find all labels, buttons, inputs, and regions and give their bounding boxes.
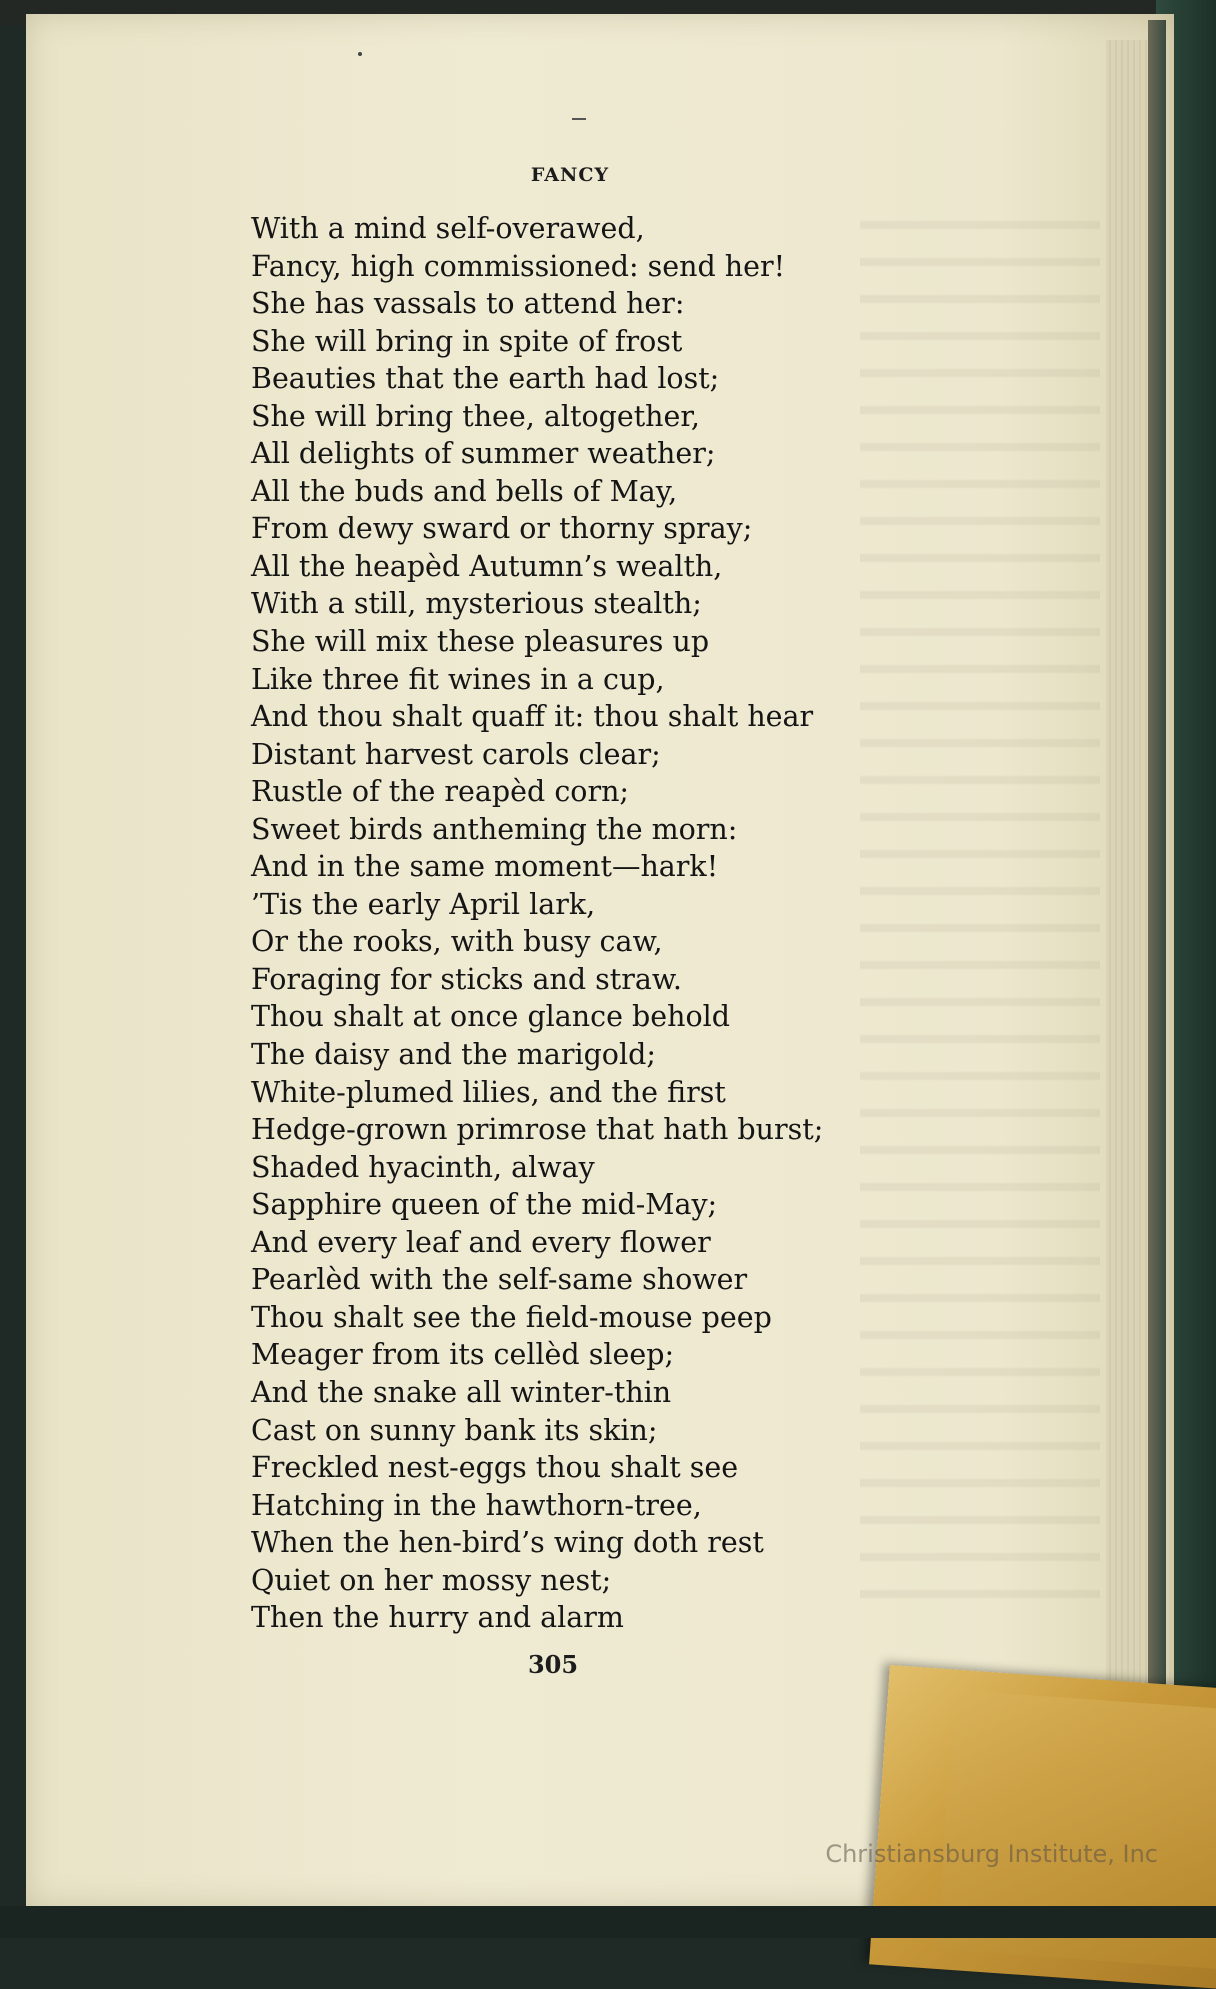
poem-line: And every leaf and every flower	[251, 1225, 711, 1259]
poem-line: Rustle of the reapèd corn;	[251, 775, 630, 809]
facing-page-bleed	[860, 200, 1100, 1600]
poem-line: Foraging for sticks and straw.	[251, 962, 682, 996]
poem-line: Sweet birds antheming the morn:	[251, 812, 738, 846]
poem-line: Meager from its cellèd sleep;	[251, 1338, 675, 1372]
poem-line: When the hen-bird’s wing doth rest	[251, 1526, 764, 1560]
poem-line: All the buds and bells of May,	[251, 474, 678, 508]
poem-line: Hatching in the hawthorn-tree,	[251, 1488, 702, 1522]
poem-line: Freckled nest-eggs thou shalt see	[251, 1451, 739, 1485]
poem-line: Like three fit wines in a cup,	[251, 662, 665, 696]
poem-line: She will bring thee, altogether,	[251, 399, 700, 433]
poem-line: And thou shalt quaff it: thou shalt hear	[251, 700, 814, 734]
poem-line: The daisy and the marigold;	[251, 1038, 656, 1072]
scan-bottom-edge	[0, 1906, 1216, 1938]
poem-line: She will bring in spite of frost	[251, 324, 683, 358]
page-number: 305	[527, 1650, 579, 1679]
poem-line: Cast on sunny bank its skin;	[251, 1413, 658, 1447]
poem-line: Or the rooks, with busy caw,	[251, 925, 663, 959]
poem-line: All delights of summer weather;	[251, 437, 716, 471]
ink-speck	[358, 52, 362, 56]
running-head: FANCY	[530, 164, 610, 186]
poem-line: And the snake all winter-thin	[251, 1375, 672, 1409]
poem-line: And in the same moment—hark!	[251, 850, 719, 884]
poem-line: White-plumed lilies, and the first	[251, 1075, 726, 1109]
poem-line: Quiet on her mossy nest;	[251, 1563, 612, 1597]
poem-line: She has vassals to attend her:	[251, 287, 685, 321]
poem-text	[251, 210, 823, 1637]
poem-line: Fancy, high commissioned: send her!	[251, 249, 786, 283]
watermark: Christiansburg Institute, Inc	[825, 1840, 1158, 1868]
poem-line: Then the hurry and alarm	[251, 1601, 624, 1635]
ink-dash	[572, 118, 586, 120]
poem-line: She will mix these pleasures up	[251, 625, 710, 659]
poem-line: All the heapèd Autumn’s wealth,	[251, 549, 723, 583]
poem-line: Pearlèd with the self-same shower	[251, 1263, 748, 1297]
poem-line: Beauties that the earth had lost;	[251, 362, 720, 396]
poem-line: With a still, mysterious stealth;	[251, 587, 702, 621]
poem-line: Sapphire queen of the mid-May;	[251, 1188, 718, 1222]
poem-line: ’Tis the early April lark,	[251, 887, 596, 921]
poem-line: With a mind self-overawed,	[251, 212, 645, 245]
poem-line: From dewy sward or thorny spray;	[251, 512, 753, 546]
poem-line: Hedge-grown primrose that hath burst;	[251, 1113, 824, 1147]
poem-line: Shaded hyacinth, alway	[251, 1150, 595, 1184]
poem-line: Thou shalt at once glance behold	[251, 1000, 731, 1034]
poem-line: Thou shalt see the field-mouse peep	[251, 1300, 772, 1334]
poem-line: Distant harvest carols clear;	[251, 737, 661, 771]
page-edges-shadow	[1148, 20, 1166, 1720]
